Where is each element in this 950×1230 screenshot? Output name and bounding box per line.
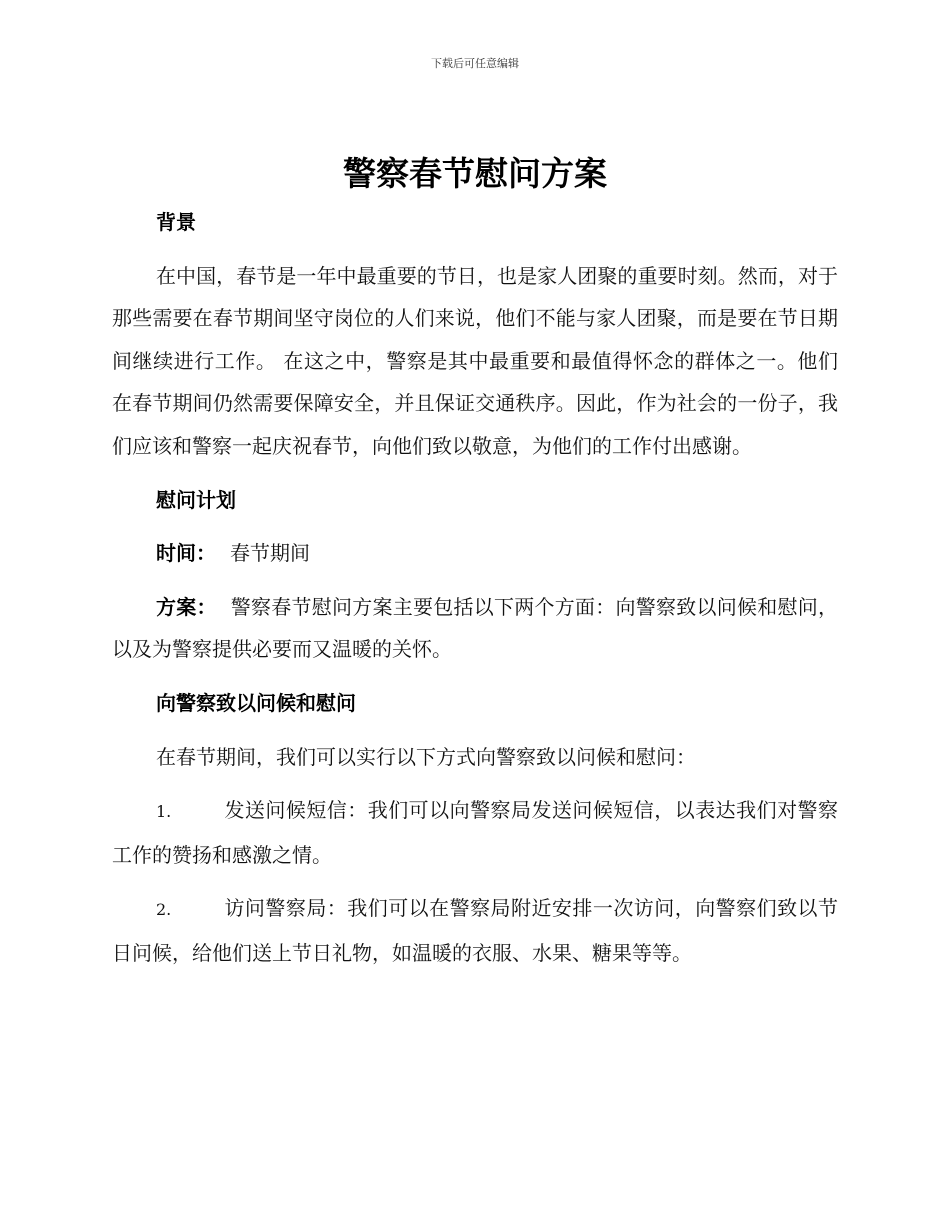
- scheme-paragraph: [112, 586, 838, 671]
- list-number: 1.: [156, 802, 172, 822]
- list-number: 2.: [156, 900, 172, 920]
- scheme-label: 方案：: [156, 594, 217, 619]
- header-note: 下载后可任意编辑: [431, 57, 519, 70]
- list-text: 发送问候短信：我们可以向警察局发送问候短信，以表达我们对警察工作的赞扬和感激之情。: [112, 798, 838, 867]
- list-text: 访问警察局：我们可以在警察局附近安排一次访问，向警察们致以节日问候，给他们送上节日礼物，如温暖的衣服、水果、糖果等等。: [112, 896, 838, 965]
- time-label: 时间：: [156, 541, 216, 566]
- plan-heading: 慰问计划: [156, 487, 236, 512]
- time-paragraph: [112, 532, 838, 575]
- greeting-heading: 向警察致以问候和慰问: [156, 690, 356, 715]
- document-title: 警察春节慰问方案: [343, 154, 607, 193]
- list-item: [112, 887, 838, 974]
- greeting-intro: 在春节期间，我们可以实行以下方式向警察致以问候和慰问：: [156, 744, 696, 769]
- background-paragraph: 在中国，春节是一年中最重要的节日，也是家人团聚的重要时刻。然而，对于那些需要在春节期间坚守岗位的人们来说，他们不能与家人团聚，而是要在节日期间继续进行工作。 在这之中，警察是其中最重要和最值得怀念的群体之一。他们在春节期间仍然需要保障安全，并且保证交通秩序。因此，作为社会的一份子，我们应该和警察一起庆祝春节，向他们致以敬意，为他们的工作付出感谢。: [112, 263, 838, 458]
- scheme-value: 警察春节慰问方案主要包括以下两个方面：向警察致以问候和慰问，以及为警察提供必要而又温暖的关怀。: [112, 594, 838, 662]
- time-value: 春节期间: [230, 541, 310, 566]
- list-item: [112, 789, 838, 876]
- background-heading: 背景: [156, 210, 196, 234]
- document-body: [112, 201, 838, 986]
